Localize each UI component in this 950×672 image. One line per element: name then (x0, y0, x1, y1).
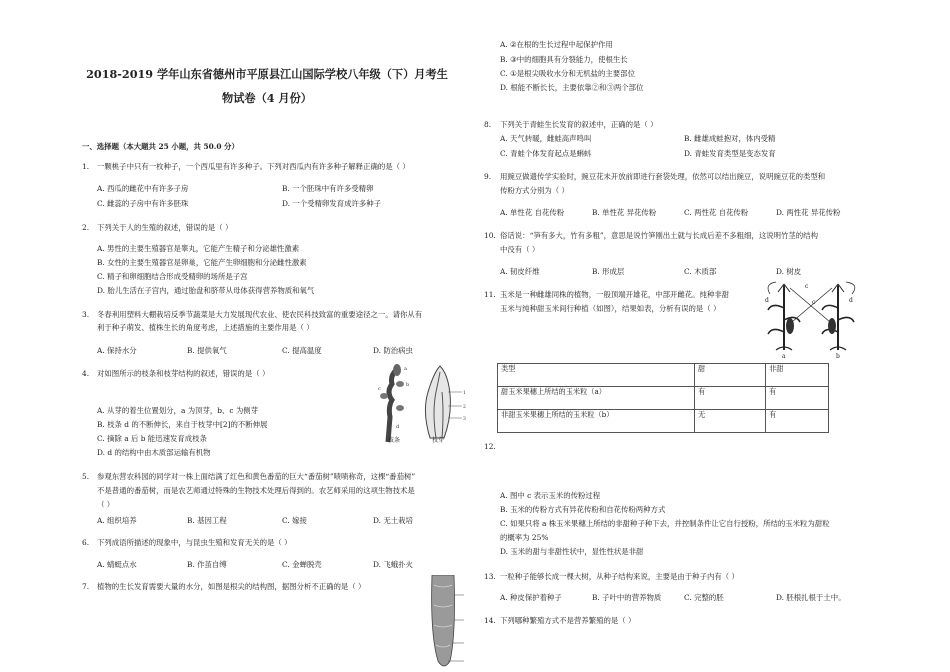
table-cell: 有 (766, 387, 829, 410)
q10-stem-1: 俗话说：“笋有多大，竹有多粗”，意思是说竹笋刚出土就与长成后差不多粗细，这说明竹茎的结构 (500, 231, 818, 240)
q6-option-a: A. 蜻蜓点水 (97, 560, 137, 569)
q3-stem-2: 利于种子萌发、植株生长的角度考虑，上述措施的主要作用是（ ） (97, 323, 314, 332)
q13-option-b: B. 子叶中的营养物质 (592, 593, 662, 602)
q9-option-b: B. 单性花 异花传粉 (592, 208, 657, 217)
q11-stem-2: 玉米与纯种甜玉米间行种植（如图），结果如表，分析有误的是（ ） (500, 304, 721, 313)
q9-option-a: A. 单性花 自花传粉 (500, 208, 565, 217)
q6-option-d: D. 飞蛾扑火 (373, 560, 413, 569)
q12-option-c-2: 的概率为 25% (500, 533, 549, 542)
q8-stem: 下列关于青蛙生长发育的叙述中，正确的是（ ） (500, 120, 658, 129)
corn-label-d2: d (849, 297, 853, 304)
q2-stem: 下列关于人的生殖的叙述，错误的是（ ） (97, 223, 233, 232)
table-header-row (498, 364, 829, 387)
q9-option-d: D. 两性花 异花传粉 (776, 208, 841, 217)
q2-option-a: A. 男性的主要生殖器官是睾丸，它能产生精子和分泌雄性激素 (97, 244, 300, 253)
q4-stem: 对如图所示的枝条和枝芽结构的叙述，错误的是（ ） (97, 369, 270, 378)
table-cell: 有 (695, 387, 766, 410)
q5-option-c: C. 嫁接 (282, 516, 307, 525)
table-header-cell: 类型 (498, 364, 695, 387)
q5-option-a: A. 组织培养 (97, 516, 137, 525)
q2-option-b: B. 女性的主要生殖器官是卵巢，它能产生卵细胞和分泌雌性激素 (97, 258, 307, 267)
q7-stem: 植物的生长发育需要大量的水分，如图是根尖的结构图，据图分析不正确的是（ ） (97, 582, 366, 591)
table-cell: 无 (695, 410, 766, 433)
corn-label-d1: d (765, 297, 769, 304)
table-header-cell: 甜 (695, 364, 766, 387)
svg-text:3: 3 (463, 417, 466, 422)
q8-number: 8. (484, 120, 492, 129)
q6-stem: 下列成语所描述的现象中，与昆虫生殖和发育无关的是（ ） (97, 538, 292, 547)
table-row (498, 387, 829, 410)
q11-stem-1: 玉米是一种雌雄同株的植物，一般顶端开雄花，中部开雌花。纯种非甜 (500, 290, 730, 299)
q2-option-d: D. 胎儿生活在子宫内，通过胎盘和脐带从母体获得营养物质和氧气 (97, 286, 315, 295)
q9-option-c: C. 两性花 自花传粉 (684, 208, 749, 217)
q14-stem: 下列哪种繁殖方式不是营养繁殖的是（ ） (500, 616, 636, 625)
q12-option-d: D. 玉米的甜与非甜性状中，显性性状是非甜 (500, 547, 644, 556)
root-tip-figure (424, 575, 468, 672)
q5-stem-2: 不是普通的番茄树，而是农艺师通过特殊的生物技术处理后得到的。农艺师采用的这项生物技术是 (97, 486, 415, 495)
q6-option-c: C. 金蝉脱壳 (282, 560, 322, 569)
table-header-cell: 非甜 (766, 364, 829, 387)
corn-label-b: b (836, 353, 840, 360)
q10-option-b: B. 形成层 (592, 267, 625, 276)
q5-option-b: B. 基因工程 (187, 516, 227, 525)
q4-option-a: A. 从芽的着生位置划分，a 为顶芽，b、c 为侧芽 (97, 406, 259, 415)
q13-number: 13. (484, 572, 496, 581)
q1-option-c: C. 雌蕊的子房中有许多胚珠 (97, 199, 189, 208)
q1-number: 1. (82, 162, 90, 171)
q8-option-b: B. 雌雄成蛙抱对，体内受精 (684, 134, 776, 143)
table-row (498, 410, 829, 433)
q4-option-c: C. 摘除 a 后 b 能迅速发育成枝条 (97, 434, 207, 443)
corn-plants-figure (762, 280, 862, 362)
q10-stem-2: 中没有（ ） (500, 245, 540, 254)
q10-number: 10. (484, 231, 496, 240)
q3-option-c: C. 提高温度 (282, 346, 322, 355)
q7-option-d: D. 根能不断长长，主要依靠②和③两个部位 (500, 83, 644, 92)
q13-option-a: A. 种皮保护着种子 (500, 593, 562, 602)
q5-stem-3: （ ） (97, 500, 115, 509)
branch-label: 枝条 (388, 437, 401, 444)
svg-text:c: c (378, 386, 381, 392)
q2-number: 2. (82, 223, 90, 232)
q8-option-c: C. 青蛙个体发育起点是蝌蚪 (500, 149, 592, 158)
q1-stem: 一颗桃子中只有一枚种子，一个西瓜里有许多种子。下列对西瓜内有许多种子解释正确的是（ ） (97, 162, 410, 171)
q3-option-d: D. 防治病虫 (373, 346, 413, 355)
q4-option-d: D. d 的结构中由木质部运输有机物 (97, 448, 211, 457)
q7-option-b: B. ③中的细胞具有分裂能力，使根生长 (500, 55, 628, 64)
q3-option-a: A. 保持水分 (97, 346, 137, 355)
q12-option-c-1: C. 如果只将 a 株玉米果穗上所结的非甜种子种下去，并控制条件让它自行授粉，所结的玉米粒为甜粒 (500, 519, 830, 528)
q6-number: 6. (82, 538, 90, 547)
q12-number: 12. (484, 442, 496, 451)
q6-option-b: B. 作茧自缚 (187, 560, 227, 569)
section-heading: 一、选择题（本大题共 25 小题，共 50.0 分） (82, 142, 239, 151)
title-line1: 2018-2019 学年山东省德州市平原县江山国际学校八年级（下）月考生 (86, 67, 448, 81)
q12-option-a: A. 图中 c 表示玉米的传粉过程 (500, 491, 601, 500)
q13-stem: 一粒种子能够长成一棵大树，从种子结构来说，主要是由于种子内有（ ） (500, 572, 739, 581)
q13-option-d: D. 胚根扎根于土中。 (776, 593, 846, 602)
q1-option-a: A. 西瓜的雌花中有许多子房 (97, 184, 189, 193)
q7-option-c: C. ①是根尖吸收水分和无机盐的主要部位 (500, 69, 635, 78)
q12-option-b: B. 玉米的传粉方式有异花传粉和自花传粉两种方式 (500, 505, 666, 514)
table-cell: 非甜玉米果穗上所结的玉米粒（b） (498, 410, 695, 433)
q8-option-d: D. 青蛙发育类型是变态发育 (684, 149, 776, 158)
q10-option-a: A. 韧皮纤维 (500, 267, 540, 276)
svg-text:a: a (404, 366, 407, 372)
svg-text:b: b (406, 382, 410, 388)
corn-label-a: a (782, 353, 786, 360)
q3-option-b: B. 提供氧气 (187, 346, 227, 355)
q8-option-a: A. 天气转暖，雌蛙高声鸣叫 (500, 134, 592, 143)
title-line2: 物试卷（4 月份） (222, 91, 312, 105)
q2-option-c: C. 精子和卵细胞结合形成受精卵的场所是子宫 (97, 272, 248, 281)
q10-option-d: D. 树皮 (776, 267, 802, 276)
q4-option-b: B. 枝条 d 的不断伸长，来自于枝芽中[2]的不断伸展 (97, 420, 268, 429)
bud-label: 枝芽 (432, 437, 445, 444)
corn-label-c1: c (805, 283, 809, 290)
q10-option-c: C. 木质部 (684, 267, 717, 276)
q7-number: 7. (82, 582, 90, 591)
q9-stem-1: 用豌豆做遗传学实验时，豌豆花未开放前即进行套袋处理，依然可以结出豌豆，说明豌豆花的类型和 (500, 172, 826, 181)
q9-stem-2: 传粉方式分别为（ ） (500, 186, 569, 195)
q3-stem-1: 冬春利用塑料大棚栽培反季节蔬菜是大力发展现代农业、使农民科技致富的重要途径之一。请你从有 (97, 310, 423, 319)
q5-number: 5. (82, 472, 90, 481)
svg-text:1: 1 (463, 391, 466, 396)
corn-label-c2: c (812, 299, 816, 306)
q1-option-b: B. 一个胚珠中有许多受精卵 (282, 184, 374, 193)
svg-text:2: 2 (463, 405, 466, 410)
svg-text:d: d (396, 424, 400, 430)
corn-result-table (497, 363, 829, 433)
q7-option-a: A. ②在根的生长过程中起保护作用 (500, 40, 613, 49)
q3-number: 3. (82, 310, 90, 319)
q1-option-d: D. 一个受精卵发育成许多种子 (282, 199, 382, 208)
q9-number: 9. (484, 172, 492, 181)
q5-stem-1: 参观东营农科园的同学对一株上面结满了红色和黄色番茄的巨大“番茄树”啧啧称奇，这棵“番茄树” (97, 472, 416, 481)
table-cell: 有 (766, 410, 829, 433)
q4-number: 4. (82, 369, 90, 378)
q11-number: 11. (484, 290, 496, 299)
q5-option-d: D. 无土栽培 (373, 516, 413, 525)
q14-number: 14. (484, 616, 496, 625)
q13-option-c: C. 完整的胚 (684, 593, 724, 602)
table-cell: 甜玉米果穗上所结的玉米粒（a） (498, 387, 695, 410)
